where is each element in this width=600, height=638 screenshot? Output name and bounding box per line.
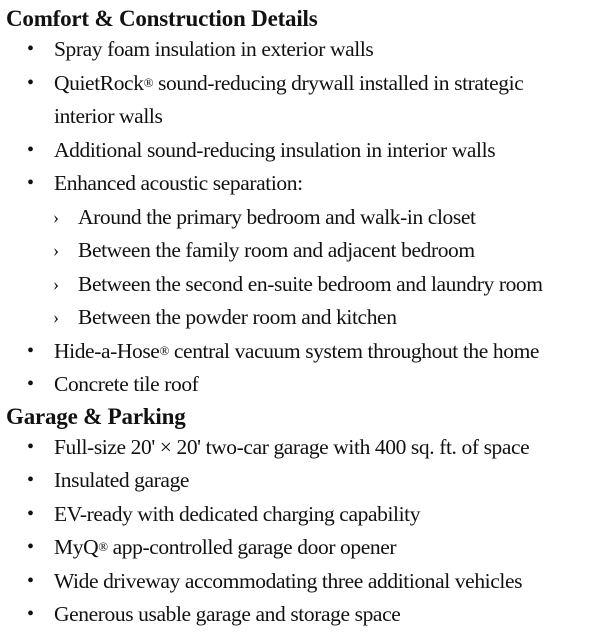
bullet-icon: • bbox=[27, 603, 34, 625]
list-item bbox=[6, 565, 600, 599]
bullet-icon: • bbox=[27, 469, 34, 491]
item-text: Between the powder room and kitchen bbox=[78, 305, 397, 329]
bullet-icon: • bbox=[27, 38, 34, 60]
sub-list-item bbox=[6, 268, 600, 302]
bullet-icon: • bbox=[27, 172, 34, 194]
bullet-icon: • bbox=[27, 569, 34, 592]
bullet-icon: • bbox=[27, 502, 34, 525]
item-text: Insulated garage bbox=[54, 468, 190, 492]
chevron-bullet-icon: › bbox=[53, 206, 59, 227]
registered-mark: ® bbox=[159, 342, 169, 358]
item-text: Full-size 20' × 20' two-car garage with 400 sq. ft. of space bbox=[54, 434, 530, 459]
sub-list-item bbox=[6, 201, 600, 235]
item-text: Between the second en-suite bedroom and laundry room bbox=[78, 271, 543, 296]
item-text: Concrete tile roof bbox=[54, 372, 199, 396]
chevron-bullet-icon: › bbox=[53, 240, 59, 260]
item-text: Around the primary bedroom and walk-in closet bbox=[78, 204, 476, 229]
item-text: Generous usable garage and storage space bbox=[54, 602, 401, 626]
bullet-icon: • bbox=[27, 435, 34, 458]
list-item bbox=[6, 464, 600, 498]
list-item bbox=[6, 33, 600, 67]
feature-list bbox=[6, 431, 600, 632]
bullet-icon: • bbox=[27, 536, 34, 558]
section-title: Garage & Parking bbox=[6, 403, 186, 429]
item-text: Wide driveway accommodating three additional vehicles bbox=[54, 568, 523, 593]
item-text: Between the family room and adjacent bedroom bbox=[78, 238, 475, 262]
chevron-bullet-icon: › bbox=[53, 273, 59, 294]
bullet-icon: • bbox=[27, 339, 34, 362]
list-item bbox=[6, 134, 600, 168]
registered-mark: ® bbox=[143, 74, 154, 90]
item-text: interior walls bbox=[54, 104, 163, 128]
list-item bbox=[6, 498, 600, 532]
bullet-icon: • bbox=[27, 373, 34, 395]
list-item bbox=[6, 531, 600, 565]
item-text: Hide-a-Hose bbox=[54, 338, 160, 363]
list-item bbox=[6, 100, 600, 134]
feature-list bbox=[6, 33, 600, 402]
list-item bbox=[6, 335, 600, 369]
item-text-rest: app-controlled garage door opener bbox=[107, 535, 397, 559]
list-item bbox=[6, 368, 600, 402]
item-text: MyQ bbox=[54, 535, 99, 559]
registered-mark: ® bbox=[98, 539, 108, 554]
bullet-icon: • bbox=[27, 138, 34, 161]
item-text: EV-ready with dedicated charging capability bbox=[54, 501, 421, 526]
item-text-rest: central vacuum system throughout the home bbox=[168, 338, 540, 363]
item-text-rest: sound-reducing drywall installed in strategic bbox=[153, 70, 524, 95]
list-item bbox=[6, 167, 600, 201]
list-item bbox=[6, 598, 600, 632]
sub-list-item bbox=[6, 301, 600, 335]
sub-list-item bbox=[6, 234, 600, 268]
item-text: QuietRock bbox=[54, 70, 144, 95]
section-title: Comfort & Construction Details bbox=[6, 6, 318, 31]
item-text: Spray foam insulation in exterior walls bbox=[54, 37, 374, 61]
item-text: Additional sound-reducing insulation in interior walls bbox=[54, 137, 496, 162]
chevron-bullet-icon: › bbox=[53, 307, 59, 327]
list-item bbox=[6, 67, 600, 101]
item-text: Enhanced acoustic separation: bbox=[54, 171, 303, 195]
list-item bbox=[6, 431, 600, 465]
bullet-icon: • bbox=[27, 71, 34, 94]
